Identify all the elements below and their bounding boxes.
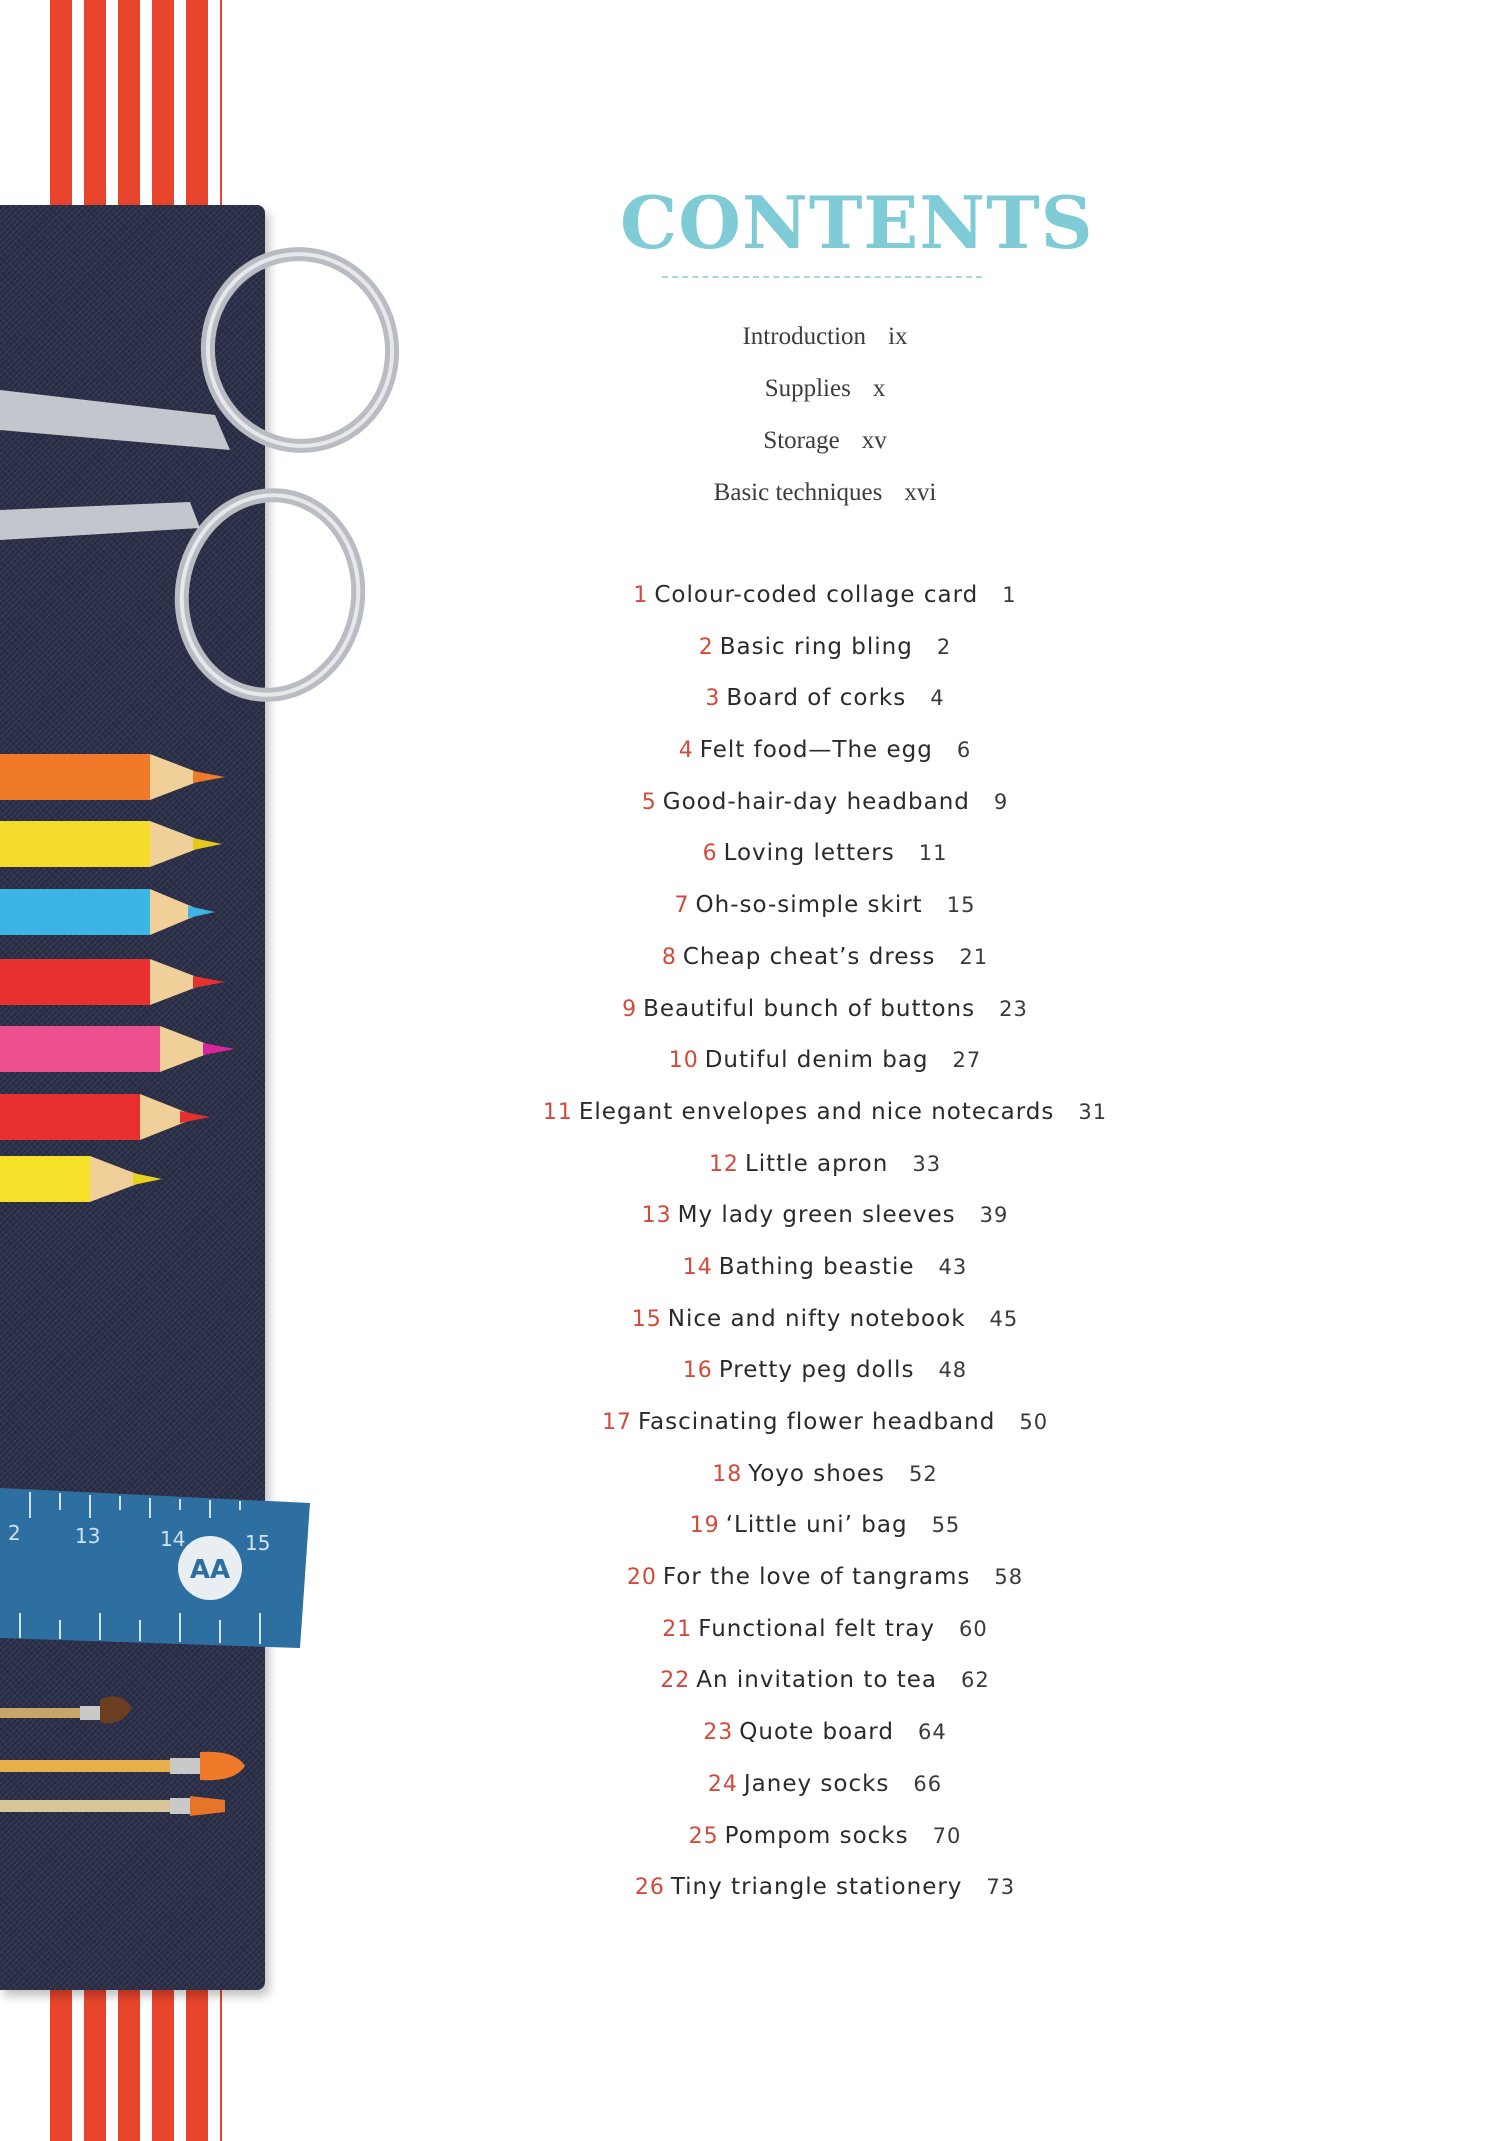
chapter-entry[interactable] xyxy=(500,1299,1150,1351)
page-title: CONTENTS xyxy=(620,180,1094,265)
toc-entry[interactable] xyxy=(500,369,1150,421)
chapter-title: Dutiful denim bag xyxy=(704,1047,929,1074)
chapter-title: For the love of tangrams xyxy=(662,1564,971,1591)
chapter-entry[interactable] xyxy=(500,989,1150,1041)
chapter-title: Pretty peg dolls xyxy=(718,1357,915,1384)
pencil-red-2-icon xyxy=(0,1088,230,1146)
chapter-number: 17 xyxy=(601,1410,632,1435)
chapter-number: 21 xyxy=(662,1616,693,1642)
chapter-entry[interactable] xyxy=(500,627,1150,679)
toc-entry[interactable] xyxy=(500,317,1150,369)
chapter-page: 70 xyxy=(932,1823,962,1848)
chapter-entry[interactable] xyxy=(500,1247,1150,1299)
chapter-title: Loving letters xyxy=(723,840,895,867)
chapter-page: 73 xyxy=(986,1875,1016,1900)
chapter-page: 27 xyxy=(952,1048,982,1073)
chapter-title: Cheap cheat’s dress xyxy=(682,943,936,970)
chapter-page: 62 xyxy=(961,1668,990,1693)
toc-entry-page: x xyxy=(872,375,886,402)
chapter-number: 23 xyxy=(703,1720,734,1746)
chapter-page: 33 xyxy=(912,1151,942,1176)
chapter-title: ‘Little uni’ bag xyxy=(725,1512,908,1539)
chapter-title: Beautiful bunch of buttons xyxy=(643,995,976,1022)
chapter-entry[interactable] xyxy=(500,1816,1150,1868)
chapter-number: 24 xyxy=(707,1771,738,1797)
chapter-entry[interactable] xyxy=(500,782,1150,834)
chapter-title: Pompom socks xyxy=(724,1822,909,1849)
striped-ribbon-bottom xyxy=(50,1985,222,2141)
chapter-number: 2 xyxy=(698,634,714,660)
toc-entry-title: Introduction xyxy=(742,323,867,350)
craft-supplies-photo xyxy=(0,0,330,2141)
striped-ribbon-top xyxy=(50,0,222,215)
ruler-tick-label: 15 xyxy=(245,1531,271,1555)
chapter-title: My lady green sleeves xyxy=(677,1202,956,1229)
chapter-title: Bathing beastie xyxy=(718,1253,915,1280)
chapter-page: 21 xyxy=(959,944,989,969)
pencil-orange-icon xyxy=(0,748,230,806)
chapter-entry[interactable] xyxy=(500,1557,1150,1609)
chapter-number: 8 xyxy=(661,944,677,970)
chapter-number: 15 xyxy=(631,1306,662,1332)
chapter-number: 20 xyxy=(626,1565,657,1591)
chapter-entry[interactable] xyxy=(500,833,1150,885)
toc-entry[interactable] xyxy=(500,473,1150,525)
pencil-red-icon xyxy=(0,953,230,1011)
chapter-entry[interactable] xyxy=(500,730,1150,782)
chapter-page: 15 xyxy=(946,893,976,918)
chapter-page: 11 xyxy=(918,841,948,866)
chapter-entry[interactable] xyxy=(500,1144,1150,1196)
pencil-pink-icon xyxy=(0,1020,240,1078)
chapter-page: 45 xyxy=(989,1306,1019,1331)
chapter-title: Oh-so-simple skirt xyxy=(695,892,923,919)
chapter-entry[interactable] xyxy=(500,1505,1150,1557)
chapter-number: 14 xyxy=(682,1254,713,1280)
chapter-entry[interactable] xyxy=(500,1350,1150,1402)
chapter-number: 25 xyxy=(688,1823,719,1849)
chapter-title: Basic ring bling xyxy=(719,633,913,660)
chapter-page: 60 xyxy=(959,1616,988,1641)
chapter-page: 55 xyxy=(931,1513,961,1538)
chapter-title: Good-hair-day headband xyxy=(662,788,970,815)
chapter-page: 6 xyxy=(956,738,972,763)
scissors-icon xyxy=(0,240,410,720)
chapter-page: 39 xyxy=(979,1203,1009,1228)
chapter-entry[interactable] xyxy=(500,1764,1150,1816)
pencil-yellow-icon xyxy=(0,815,230,873)
chapter-title: Felt food—The egg xyxy=(699,737,933,764)
chapter-page: 64 xyxy=(917,1720,947,1745)
chapter-number: 18 xyxy=(712,1461,743,1487)
chapter-entry[interactable] xyxy=(500,575,1150,627)
toc-entry[interactable] xyxy=(500,421,1150,473)
chapter-title: Elegant envelopes and nice notecards xyxy=(578,1098,1055,1125)
chapter-number: 1 xyxy=(633,583,649,608)
front-matter-list xyxy=(500,317,1150,525)
chapter-entry[interactable] xyxy=(500,1712,1150,1764)
chapter-page: 43 xyxy=(938,1254,968,1279)
ruler-tick-label: 13 xyxy=(75,1524,101,1548)
toc-entry-title: Storage xyxy=(763,427,840,454)
chapter-page: 31 xyxy=(1078,1099,1108,1124)
chapter-number: 3 xyxy=(705,686,721,712)
ruler-tick-label: 14 xyxy=(160,1527,186,1551)
chapter-title: Quote board xyxy=(739,1719,894,1746)
chapter-page: 2 xyxy=(936,634,952,659)
toc-entry-page: ix xyxy=(888,323,908,350)
chapter-title: Fascinating flower headband xyxy=(637,1409,996,1435)
pencil-blue-icon xyxy=(0,883,230,941)
chapter-page: 48 xyxy=(938,1358,968,1383)
chapter-title: Colour-coded collage card xyxy=(654,582,979,608)
chapter-list xyxy=(500,575,1150,1919)
chapter-entry[interactable] xyxy=(500,885,1150,937)
pencil-yellow-2-icon xyxy=(0,1150,230,1208)
chapter-entry[interactable] xyxy=(500,1402,1150,1454)
toc-entry-page: xv xyxy=(861,427,887,454)
toc-entry-title: Basic techniques xyxy=(713,479,883,506)
chapter-number: 9 xyxy=(622,996,638,1022)
chapter-entry[interactable] xyxy=(500,1040,1150,1092)
chapter-title: Yoyo shoes xyxy=(748,1460,886,1487)
chapter-entry[interactable] xyxy=(500,1195,1150,1247)
chapter-entry[interactable] xyxy=(500,1454,1150,1506)
chapter-number: 11 xyxy=(542,1099,573,1125)
chapter-title: Nice and nifty notebook xyxy=(667,1305,966,1332)
paintbrushes-icon xyxy=(0,1680,260,1850)
chapter-number: 19 xyxy=(689,1513,720,1539)
chapter-entry[interactable] xyxy=(500,937,1150,989)
chapter-number: 7 xyxy=(674,893,690,919)
ruler-logo: AA xyxy=(189,1555,231,1585)
chapter-number: 26 xyxy=(634,1875,665,1901)
chapter-entry[interactable] xyxy=(500,678,1150,730)
ruler-tick-label: 2 xyxy=(8,1521,21,1545)
chapter-number: 12 xyxy=(708,1151,739,1177)
chapter-title: Tiny triangle stationery xyxy=(670,1874,963,1901)
chapter-title: Little apron xyxy=(744,1150,889,1177)
chapter-page: 4 xyxy=(930,686,945,711)
chapter-title: Janey socks xyxy=(743,1770,890,1797)
chapter-number: 6 xyxy=(702,841,718,867)
chapter-page: 66 xyxy=(913,1771,943,1796)
ruler-icon xyxy=(0,1478,330,1658)
chapter-page: 50 xyxy=(1019,1410,1049,1434)
toc-entry-page: xvi xyxy=(904,479,937,506)
chapter-entry[interactable] xyxy=(500,1867,1150,1919)
chapter-entry[interactable] xyxy=(500,1609,1150,1661)
chapter-number: 5 xyxy=(641,789,657,815)
chapter-title: Functional felt tray xyxy=(698,1615,936,1642)
toc-entry-title: Supplies xyxy=(764,375,851,402)
chapter-number: 4 xyxy=(678,738,694,764)
chapter-entry[interactable] xyxy=(500,1092,1150,1144)
chapter-page: 1 xyxy=(1002,583,1017,607)
chapter-entry[interactable] xyxy=(500,1660,1150,1712)
chapter-title: Board of corks xyxy=(726,685,907,712)
chapter-page: 58 xyxy=(994,1565,1024,1590)
chapter-page: 9 xyxy=(993,789,1009,814)
chapter-number: 22 xyxy=(660,1668,691,1694)
chapter-page: 52 xyxy=(909,1461,938,1486)
chapter-page: 23 xyxy=(999,996,1028,1021)
chapter-number: 16 xyxy=(682,1358,713,1384)
chapter-number: 13 xyxy=(641,1203,672,1229)
chapter-title: An invitation to tea xyxy=(696,1667,937,1694)
title-dashed-divider xyxy=(662,276,982,278)
chapter-number: 10 xyxy=(668,1048,699,1074)
